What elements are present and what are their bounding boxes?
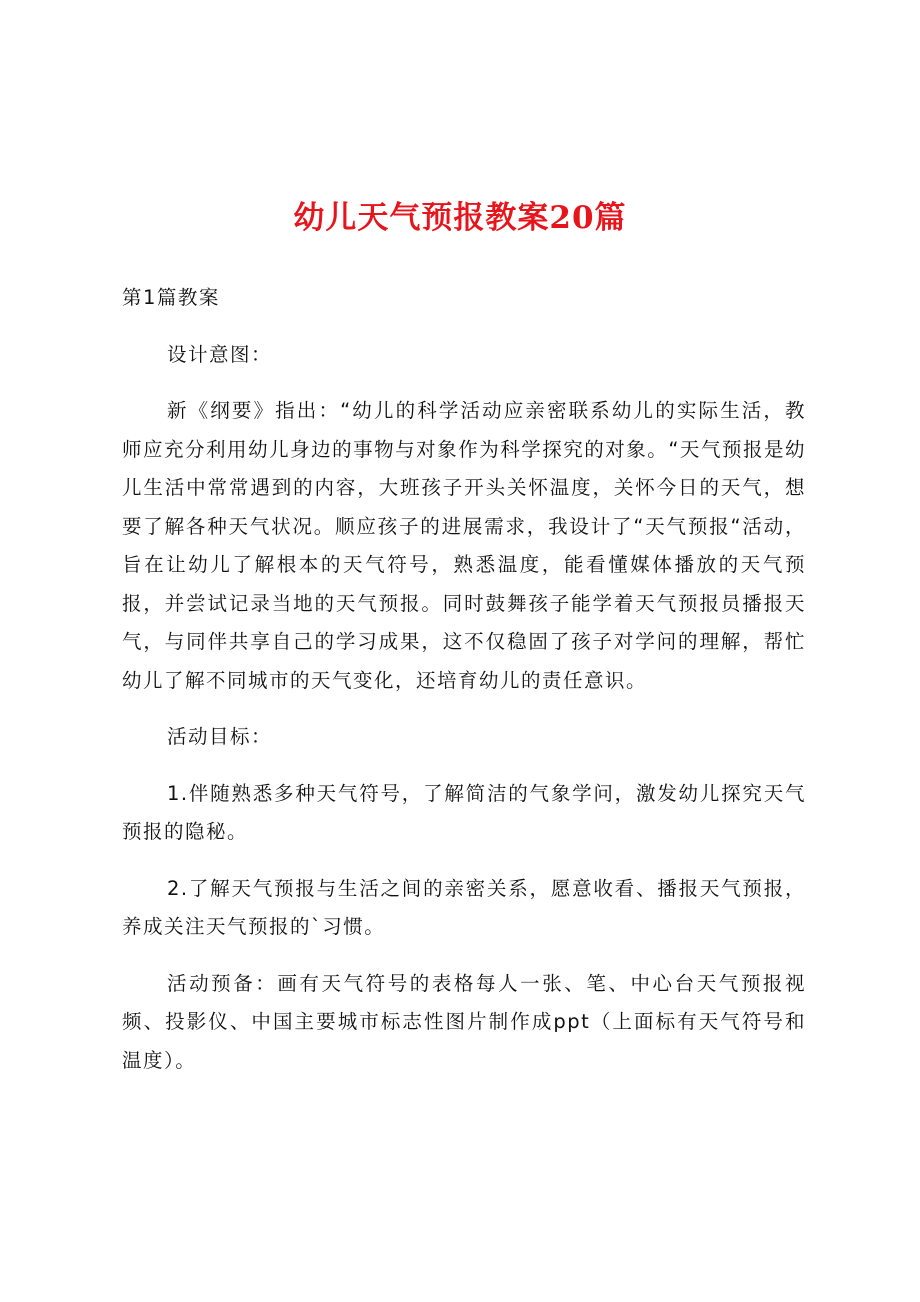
document-title: 幼儿天气预报教案20篇 bbox=[293, 200, 627, 236]
paragraph-goal-2: 2.了解天气预报与生活之间的亲密关系，愿意收看、播报天气预报，养成关注天气预报的`习惯。 bbox=[122, 876, 806, 938]
paragraph-goal-1: 1.伴随熟悉多种天气符号，了解简洁的气象学问，激发幼儿探究天气预报的隐秘。 bbox=[122, 781, 806, 843]
paragraph-activity-goals-heading: 活动目标： bbox=[167, 725, 273, 748]
document-body bbox=[122, 279, 806, 1098]
section-heading: 第1篇教案 bbox=[122, 286, 220, 309]
paragraph-activity-preparation: 活动预备：画有天气符号的表格每人一张、笔、中心台天气预报视频、投影仪、中国主要城市标志性图片制作成ppt（上面标有天气符号和温度）。 bbox=[122, 971, 806, 1072]
paragraph-design-intent-body: 新《纲要》指出：“幼儿的科学活动应亲密联系幼儿的实际生活，教师应充分利用幼儿身边的事物与对象作为科学探究的对象。“天气预报是幼儿生活中常常遇到的内容，大班孩子开头关怀温度，关怀今日的天气，想要了解各种天气状况。顺应孩子的进展需求，我设计了“天气预报“活动，旨在让幼儿了解根本的天气符号，熟悉温度，能看懂媒体播放的天气预报，并尝试记录当地的天气预报。同时鼓舞孩子能学着天气预报员播报天气，与同伴共享自己的学习成果，这不仅稳固了孩子对学问的理解，帮忙幼儿了解不同城市的天气变化，还培育幼儿的责任意识。 bbox=[122, 399, 806, 692]
paragraph-design-intent-heading: 设计意图： bbox=[167, 342, 273, 366]
